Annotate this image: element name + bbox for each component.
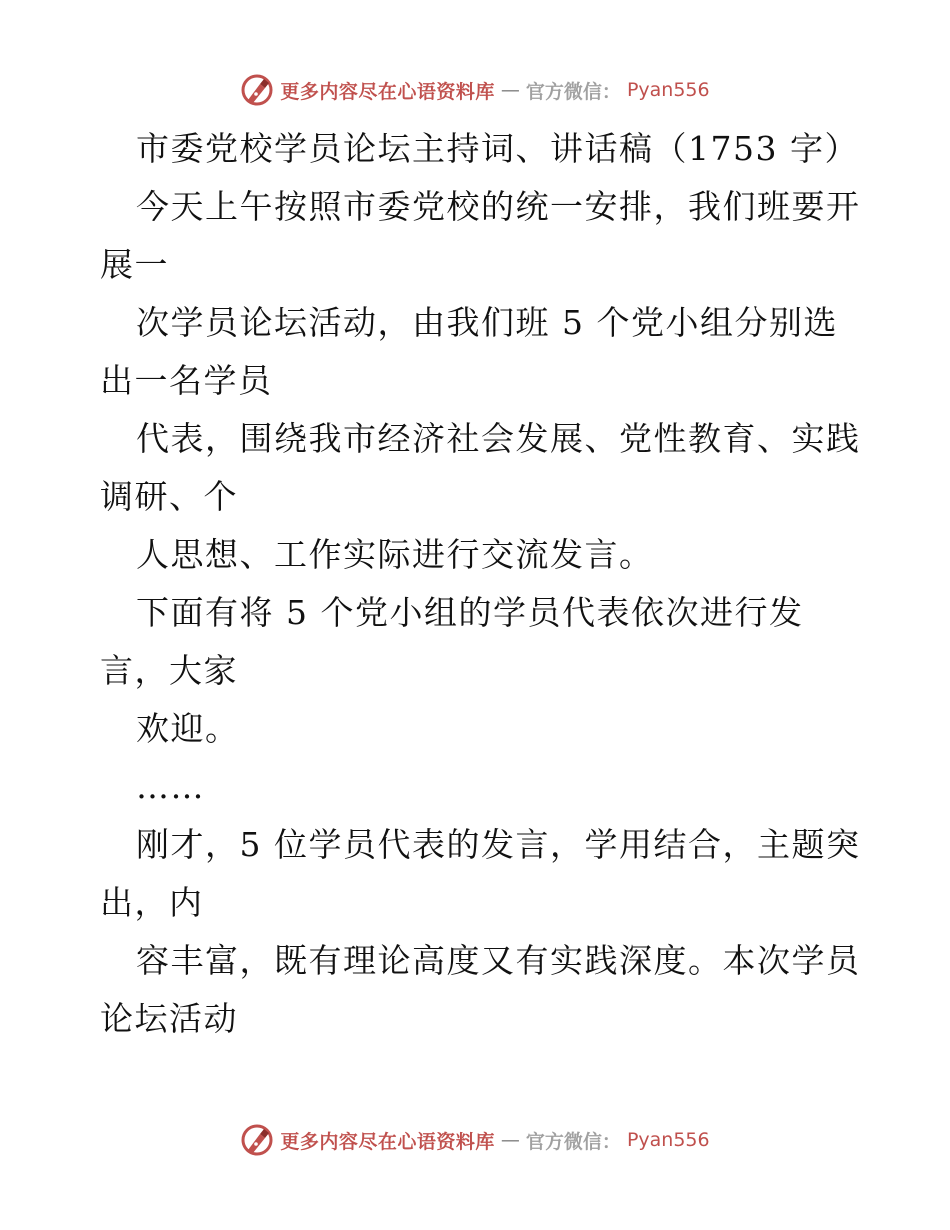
banner-wechat-id: Pyan556 [626,1129,710,1151]
text-line: 调研、个 [100,477,238,516]
ellipsis-line: …… [136,767,205,806]
text-line: 论坛活动 [100,999,238,1038]
text-line: 次学员论坛活动，由我们班 5 个党小组分别选 [136,303,838,342]
text-line: 容丰富，既有理论高度又有实践深度。本次学员 [136,941,861,980]
banner-title: 更多内容尽在心语资料库 [280,80,495,103]
text-line: 出一名学员 [100,361,273,400]
text-line: 展一 [100,245,169,284]
text-line: 代表，围绕我市经济社会发展、党性教育、实践 [136,419,861,458]
banner-dash: — [500,79,520,101]
banner-subtitle: 官方微信： [525,80,621,103]
pen-logo-icon [240,1123,274,1157]
text-line: 出，内 [100,883,204,922]
document-title-line: 市委党校学员论坛主持词、讲话稿（1753 字） [136,129,859,168]
banner-dash: — [500,1129,520,1151]
text-line: 刚才，5 位学员代表的发言，学用结合，主题突 [136,825,861,864]
banner-title: 更多内容尽在心语资料库 [280,1130,495,1153]
banner-wechat-id: Pyan556 [626,79,710,101]
header-banner [0,70,950,110]
text-line: 欢迎。 [136,709,240,748]
document-body [100,120,890,1048]
pen-logo-icon [240,73,274,107]
text-line: 下面有将 5 个党小组的学员代表依次进行发 [136,593,804,632]
banner-subtitle: 官方微信： [525,1130,621,1153]
text-line: 言，大家 [100,651,238,690]
text-line: 今天上午按照市委党校的统一安排，我们班要开 [136,187,861,226]
text-line: 人思想、工作实际进行交流发言。 [136,535,654,574]
footer-banner [0,1120,950,1160]
